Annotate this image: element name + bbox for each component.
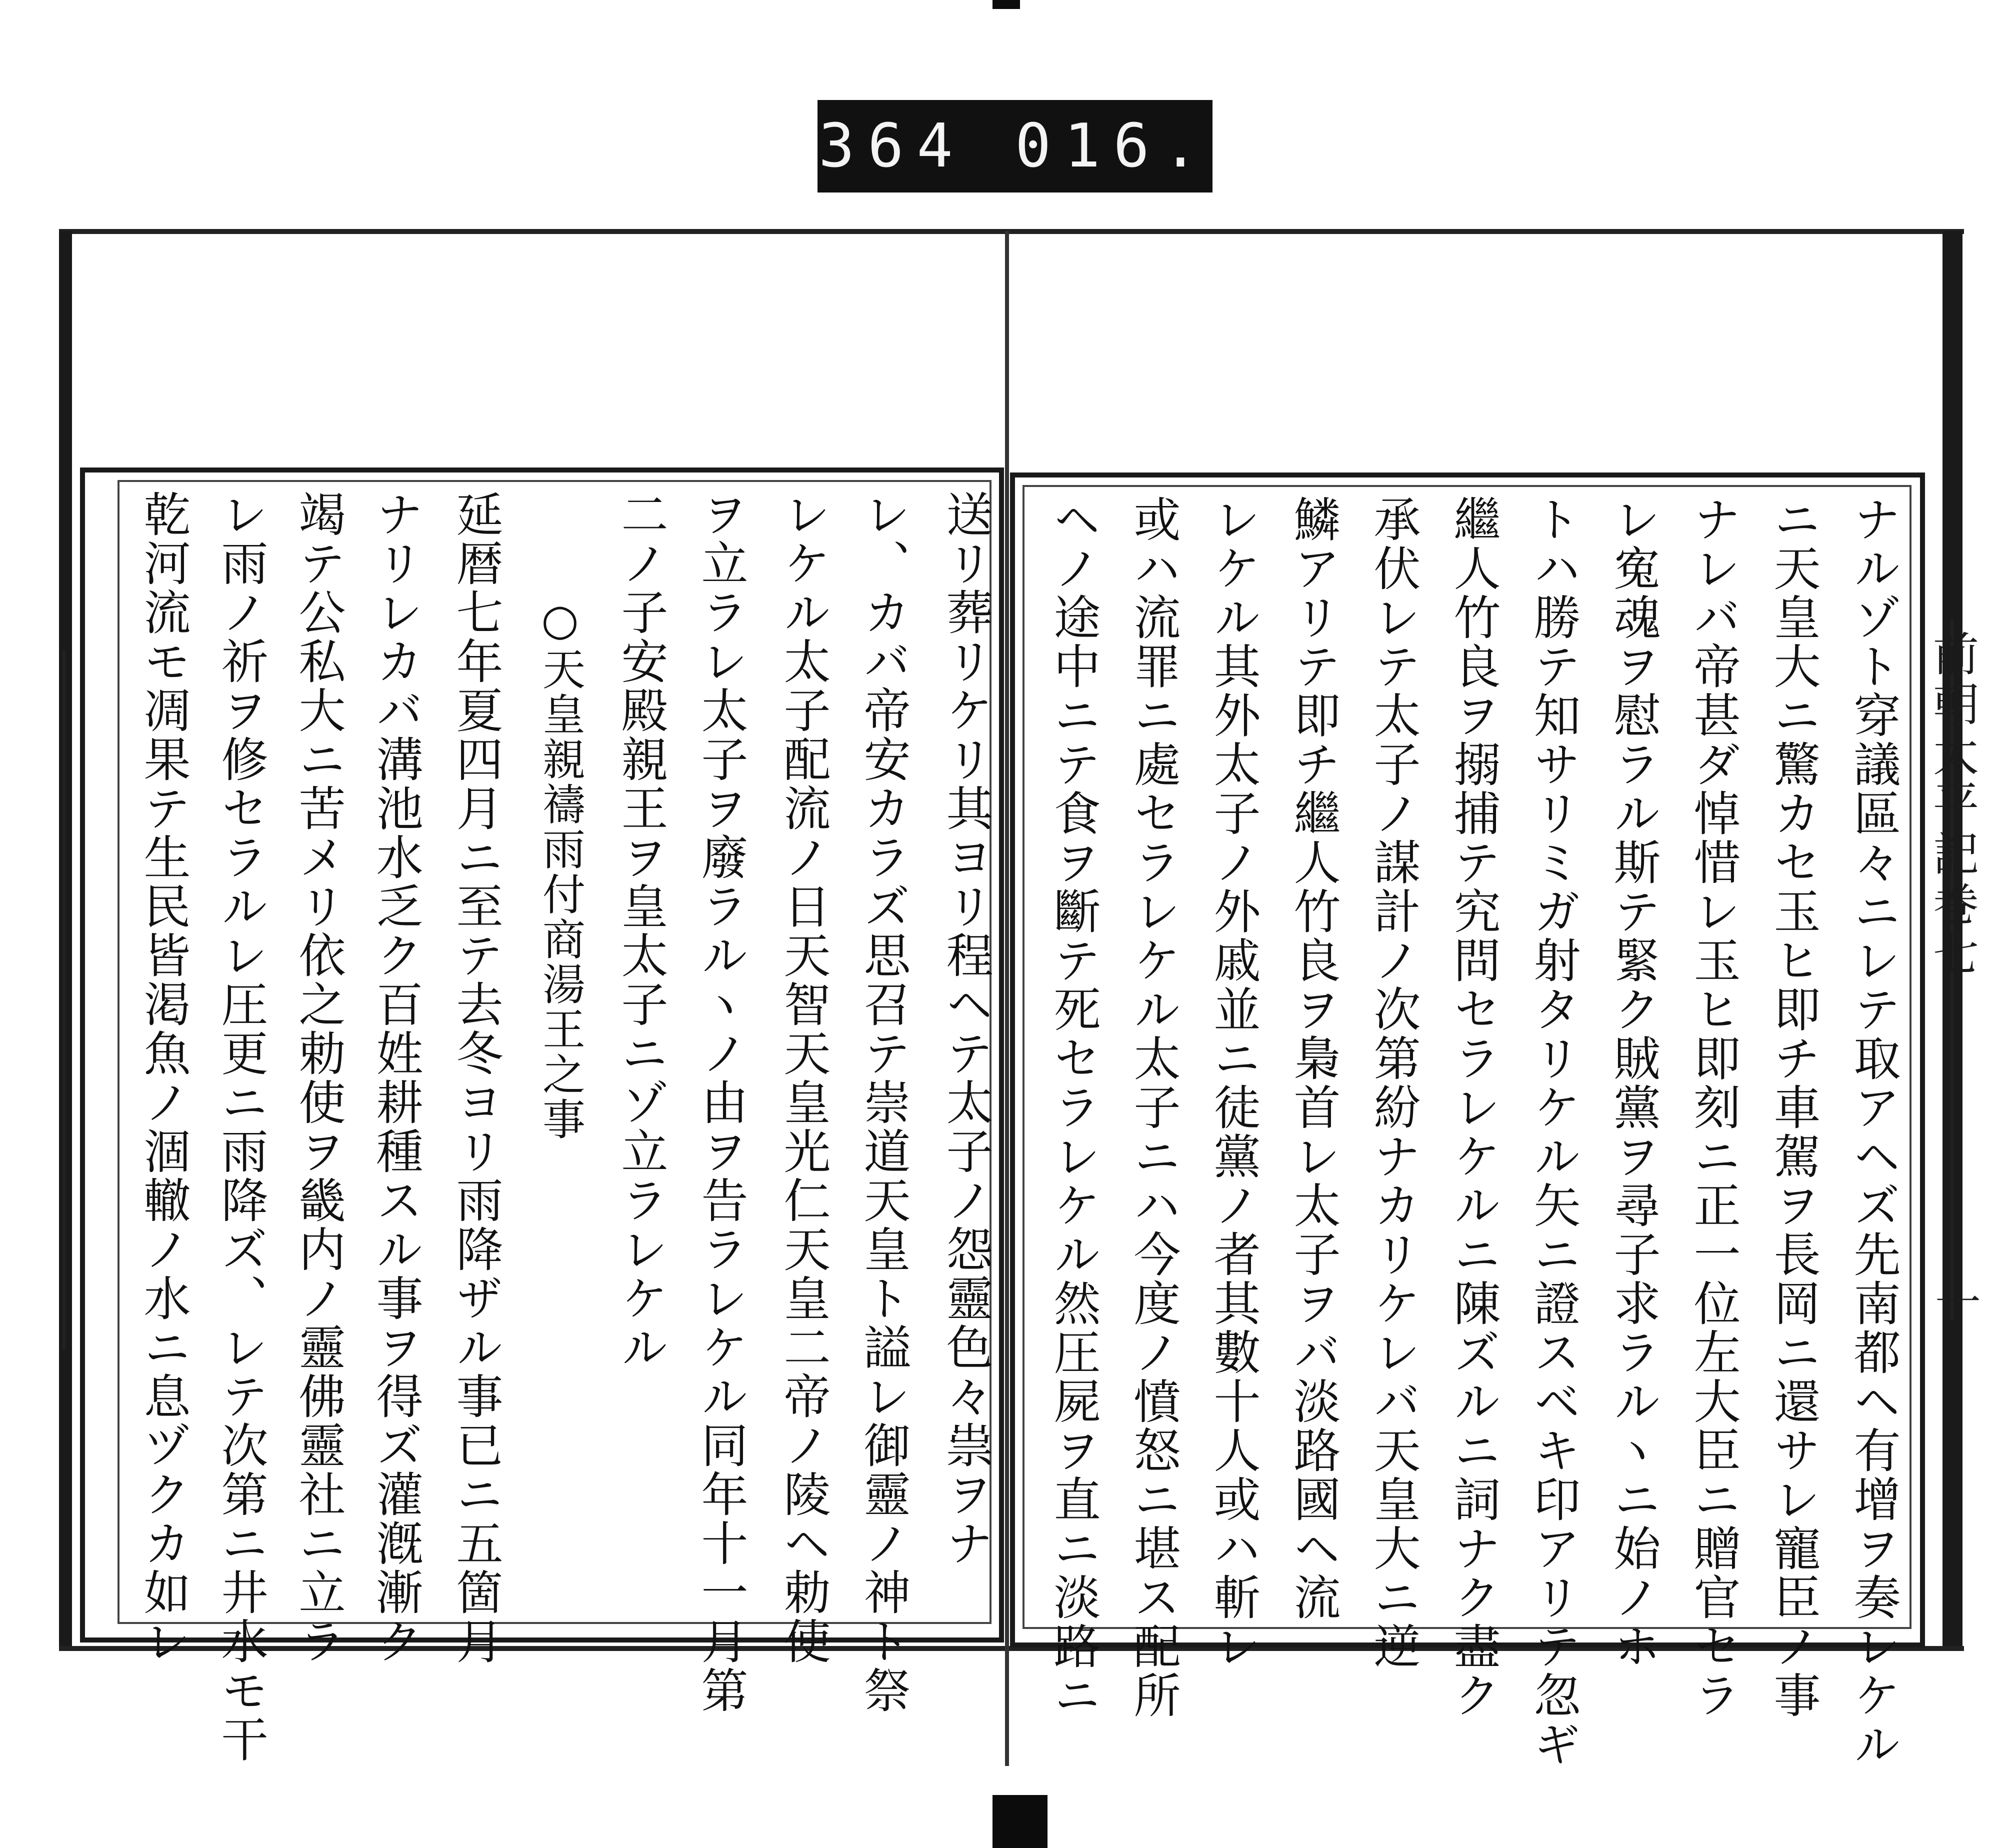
- text-column: レ、カバ帝安カラズ思召テ崇道天皇ト謚レ御靈ノ神ト祭: [856, 490, 910, 1715]
- text-column: トハ勝テ知サリミガ射タリケル矢ニ證スベキ印アリテ忽ギ: [1526, 495, 1580, 1769]
- top-scan-mark: [992, 0, 1020, 9]
- text-column: レケル太子配流ノ日天智天皇光仁天皇二帝ノ陵ヘ勅使: [776, 490, 830, 1666]
- text-column: 送リ葬リケリ其ヨリ程ヘテ太子ノ怨靈色々祟ヲナ: [938, 490, 992, 1568]
- text-column: 竭テ公私大ニ苦メリ依之勅使ヲ畿内ノ靈佛靈社ニ立ラ: [290, 490, 345, 1666]
- text-column: 二ノ子安殿親王ヲ皇太子ニゾ立ラレケル: [613, 490, 668, 1372]
- text-column: 鱗アリテ即チ繼人竹良ヲ梟首レ太子ヲバ淡路國ヘ流: [1286, 495, 1340, 1622]
- right-margin-title: 前朝太平記巻七: [1926, 630, 1979, 980]
- right-margin-page-number: 十: [1928, 1280, 1981, 1326]
- text-column: ヲ立ラレ太子ヲ廢ラルヽノ由ヲ告ラレケル同年十一月第: [693, 490, 748, 1715]
- text-column: レケル其外太子ノ外戚並ニ徒黨ノ者其數十人或ハ斬レ: [1206, 495, 1260, 1671]
- bottom-scan-mark: [992, 1795, 1048, 1848]
- text-column: 或ハ流罪ニ處セラレケル太子ニハ今度ノ憤怒ニ堪ス配所: [1126, 495, 1180, 1720]
- text-column: 承伏レテ太子ノ謀計ノ次第紛ナカリケレバ天皇大ニ逆: [1366, 495, 1420, 1671]
- book-gutter: [1005, 231, 1009, 1766]
- text-column: ナレバ帝甚ダ悼惜レ玉ヒ即刻ニ正一位左大臣ニ贈官セラ: [1686, 495, 1740, 1720]
- section-heading: ○天皇親禱雨付商湯王之事: [535, 595, 585, 1142]
- text-column: 延暦七年夏四月ニ至テ去冬ヨリ雨降ザル事已ニ五箇月: [448, 490, 502, 1666]
- text-column: ナリレカバ溝池水乏ク百姓耕種スル事ヲ得ズ灌漑漸ク: [368, 490, 422, 1666]
- text-column: 繼人竹良ヲ搦捕テ究問セラレケルニ陳ズルニ詞ナク盡ク: [1446, 495, 1500, 1720]
- text-column: 乾河流モ凋果テ生民皆渇魚ノ涸轍ノ水ニ息ヅクカ如レ: [136, 490, 190, 1666]
- book-top-edge: [59, 229, 1964, 234]
- text-column: ヘノ途中ニテ食ヲ斷テ死セラレケル然圧屍ヲ直ニ淡路ニ: [1046, 495, 1100, 1720]
- text-column: ナルゾト穿議區々ニレテ取アヘズ先南都ヘ有增ヲ奏レケル: [1846, 495, 1900, 1769]
- text-column: レ雨ノ祈ヲ修セラルレ圧更ニ雨降ズ、レテ次第ニ井水モ干: [213, 490, 268, 1764]
- text-column: ニ天皇大ニ驚カセ玉ヒ即チ車駕ヲ長岡ニ還サレ寵臣ノ事: [1766, 495, 1820, 1720]
- text-column: レ寃魂ヲ慰ラル斯テ緊ク賊黨ヲ尋子求ラルヽニ始ノホ: [1606, 495, 1660, 1671]
- archive-number-label: 364 016.: [818, 100, 1212, 192]
